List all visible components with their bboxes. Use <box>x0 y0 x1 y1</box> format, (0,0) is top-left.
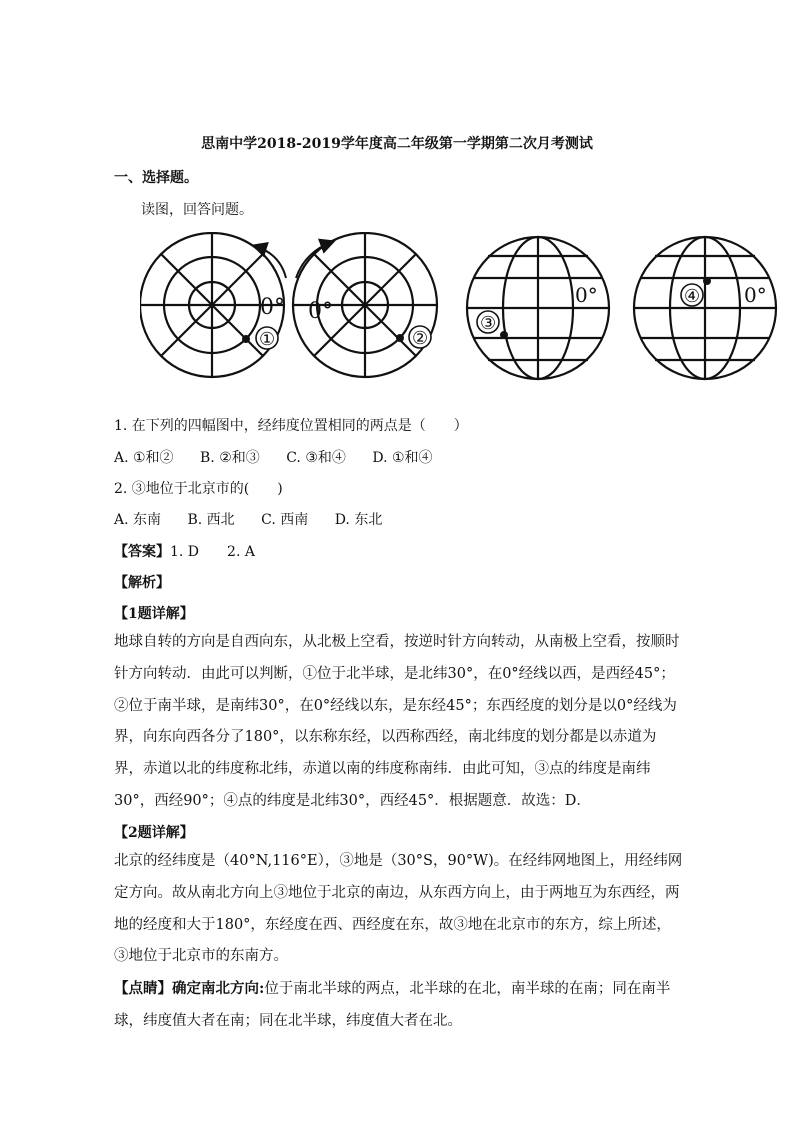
answer-label: 【答案】 <box>114 544 170 560</box>
point-4-label: ④ <box>684 286 701 307</box>
section-heading: 一、选择题。 <box>114 170 198 186</box>
option-a[interactable]: A. ①和② <box>114 450 174 466</box>
question-2-stem: 2. ③地位于北京市的( ) <box>114 481 283 497</box>
option-c[interactable]: C. ③和④ <box>286 450 346 466</box>
tip-text: 位于南北半球的两点，北半球的在北，南半球的在南；同在南半球，纬度值大者在南；同在北半球，纬度值大者在北。 <box>114 981 671 1029</box>
option-b[interactable]: B. 西北 <box>187 512 235 528</box>
answer-text: 1. D 2. A <box>170 544 255 560</box>
tip-paragraph <box>114 973 684 1038</box>
option-a[interactable]: A. 东南 <box>114 512 162 528</box>
point-1-marker <box>242 335 250 343</box>
q1-detail-text: 地球自转的方向是自西向东，从北极上空看，按逆时针方向转动，从南极上空看，按顺时针方向转动．由此可以判断，①位于北半球，是北纬30°，在0°经线以西，是西经45°；②位于南半球，是南纬30°，在0°经线以东，是东经45°；东西经度的划分是以0°经线为界，向东向西各分了180°，以东称东经，以西称西经，南北纬度的划分都是以赤道为界，赤道以北的纬度称北纬，赤道以南的纬度称南纬．由此可知，③点的纬度是南纬30°，西经90°；④点的纬度是北纬30°，西经45°．根据题意．故选：D． <box>114 634 680 809</box>
question-1-options <box>114 447 455 467</box>
instruction-text: 读图，回答问题。 <box>141 202 253 218</box>
point-4-marker <box>703 277 711 285</box>
point-2-marker <box>396 334 404 342</box>
zero-meridian-label-1: 0° <box>260 295 285 320</box>
zero-meridian-label-2: 0° <box>308 299 333 324</box>
analysis-label: 【解析】 <box>114 575 170 591</box>
zero-meridian-label-4: 0° <box>744 283 767 307</box>
option-d[interactable]: D. 东北 <box>334 512 383 528</box>
tip-label: 【点睛】 <box>114 980 172 997</box>
graticule-figures <box>140 232 780 392</box>
point-1-label: ① <box>259 329 276 350</box>
option-c[interactable]: C. 西南 <box>261 512 309 528</box>
point-3-marker <box>500 331 508 339</box>
tip-heading: 确定南北方向: <box>172 980 265 997</box>
option-d[interactable]: D. ①和④ <box>372 450 433 466</box>
point-3-label: ③ <box>480 313 497 334</box>
q1-detail-label: 【1题详解】 <box>114 606 194 622</box>
page-title: 思南中学2018-2019学年度高二年级第一学期第二次月考测试 <box>201 136 593 152</box>
q2-detail-text: 北京的经纬度是（40°N,116°E），③地是（30°S，90°W)。在经纬网地图上，用经纬网定方向。故从南北方向上③地位于北京的南边，从东西方向上，由于两地互为东西经，两地的经度和大于180°，东经度在西、西经度在东，故③地在北京市的东方，综上所述，③地位于北京市的东南方。 <box>114 853 683 965</box>
point-2-label: ② <box>412 328 429 349</box>
question-1-stem: 1. 在下列的四幅图中，经纬度位置相同的两点是（ ） <box>114 418 468 434</box>
q2-detail-label: 【2题详解】 <box>114 825 194 841</box>
option-b[interactable]: B. ②和③ <box>200 450 260 466</box>
question-2-options <box>114 509 404 529</box>
globe-diagram-4 <box>634 237 776 379</box>
zero-meridian-label-3: 0° <box>575 283 598 307</box>
answer-line <box>114 541 255 561</box>
globe-diagram-3 <box>467 237 609 379</box>
